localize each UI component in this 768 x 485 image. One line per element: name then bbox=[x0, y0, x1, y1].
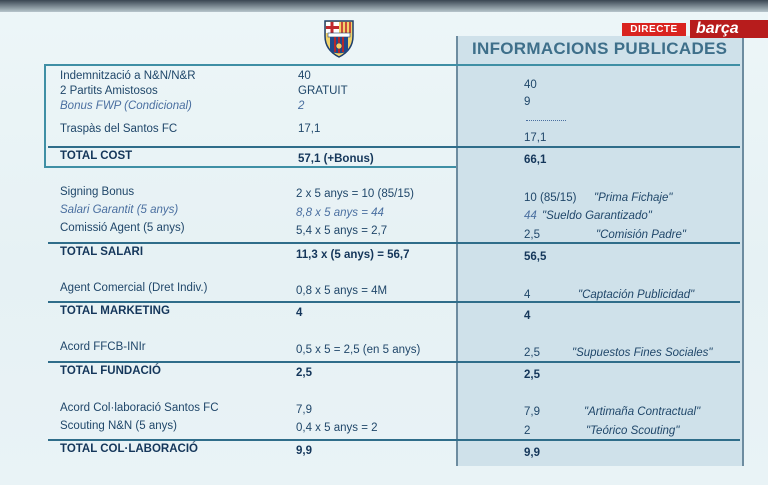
row-published: 17,1 bbox=[524, 132, 547, 144]
row-note: "Artimaña Contractual" bbox=[584, 406, 701, 418]
row-label: 2 Partits Amistosos bbox=[60, 85, 158, 97]
total-label: TOTAL COL·LABORACIÓ bbox=[60, 443, 198, 455]
total-label: TOTAL FUNDACIÓ bbox=[60, 365, 161, 377]
row-value: 8,8 x 5 anys = 44 bbox=[296, 207, 384, 219]
row-note: "Captación Publicidad" bbox=[578, 289, 695, 301]
divider bbox=[48, 301, 740, 303]
row-value: 0,5 x 5 = 2,5 (en 5 anys) bbox=[296, 344, 421, 356]
row-value: GRATUIT bbox=[298, 85, 348, 97]
divider bbox=[48, 146, 740, 148]
row-value: 2 bbox=[298, 100, 305, 112]
broadcast-logo bbox=[622, 20, 768, 38]
row-published: 2,5 bbox=[524, 229, 540, 241]
row-note: "Teórico Scouting" bbox=[586, 425, 680, 437]
fc-barcelona-crest-icon bbox=[322, 18, 356, 58]
row-published: 7,9 bbox=[524, 406, 540, 418]
row-value: 7,9 bbox=[296, 404, 312, 416]
total-value: 9,9 bbox=[296, 445, 312, 457]
total-published: 66,1 bbox=[524, 154, 547, 166]
total-published: 2,5 bbox=[524, 369, 540, 381]
published-info-panel bbox=[456, 36, 744, 466]
total-published: 9,9 bbox=[524, 447, 540, 459]
row-label: Acord FFCB-INIr bbox=[60, 341, 146, 353]
divider bbox=[48, 439, 740, 441]
row-value: 17,1 bbox=[298, 123, 321, 135]
cost-box-top-right bbox=[456, 64, 740, 66]
row-label: Acord Col·laboració Santos FC bbox=[60, 402, 219, 414]
row-published: 2,5 bbox=[524, 347, 540, 359]
row-published: 10 (85/15) bbox=[524, 192, 577, 204]
total-label: TOTAL COST bbox=[60, 150, 133, 162]
published-bonus-dots bbox=[526, 120, 566, 121]
total-label: TOTAL SALARI bbox=[60, 246, 144, 258]
row-published: 44 bbox=[524, 210, 537, 222]
total-label: TOTAL MARKETING bbox=[60, 305, 170, 317]
row-published: 40 bbox=[524, 79, 537, 91]
row-value: 2 x 5 anys = 10 (85/15) bbox=[296, 188, 414, 200]
divider bbox=[48, 242, 740, 244]
total-value: 4 bbox=[296, 307, 303, 319]
row-note: "Sueldo Garantizado" bbox=[542, 210, 652, 222]
row-label: Bonus FWP (Condicional) bbox=[60, 100, 192, 112]
live-badge: DIRECTE bbox=[622, 23, 686, 36]
row-value: 5,4 x 5 anys = 2,7 bbox=[296, 225, 388, 237]
channel-logo: barça bbox=[690, 20, 768, 38]
total-value: 11,3 x (5 anys) = 56,7 bbox=[296, 249, 410, 261]
row-label: Traspàs del Santos FC bbox=[60, 123, 178, 135]
header-title: INFORMACIONS PUBLICADES bbox=[472, 39, 728, 58]
row-label: Signing Bonus bbox=[60, 186, 135, 198]
row-label: Salari Garantit (5 anys) bbox=[60, 204, 179, 216]
row-label: Scouting N&N (5 anys) bbox=[60, 420, 177, 432]
top-band bbox=[0, 0, 768, 12]
total-published: 4 bbox=[524, 310, 531, 322]
row-value: 40 bbox=[298, 70, 311, 82]
row-published: 4 bbox=[524, 289, 531, 301]
total-value: 2,5 bbox=[296, 367, 312, 379]
divider bbox=[48, 361, 740, 363]
row-note: "Prima Fichaje" bbox=[594, 192, 673, 204]
row-value: 0,8 x 5 anys = 4M bbox=[296, 285, 388, 297]
row-label: Agent Comercial (Dret Indiv.) bbox=[60, 282, 208, 294]
row-note: "Comisión Padre" bbox=[596, 229, 686, 241]
row-note: "Supuestos Fines Sociales" bbox=[572, 347, 713, 359]
row-value: 0,4 x 5 anys = 2 bbox=[296, 422, 378, 434]
row-published: 9 bbox=[524, 96, 531, 108]
row-published: 2 bbox=[524, 425, 531, 437]
total-value: 57,1 (+Bonus) bbox=[298, 153, 374, 165]
total-published: 56,5 bbox=[524, 251, 547, 263]
row-label: Indemnització a N&N/N&R bbox=[60, 70, 196, 82]
row-label: Comissió Agent (5 anys) bbox=[60, 222, 185, 234]
